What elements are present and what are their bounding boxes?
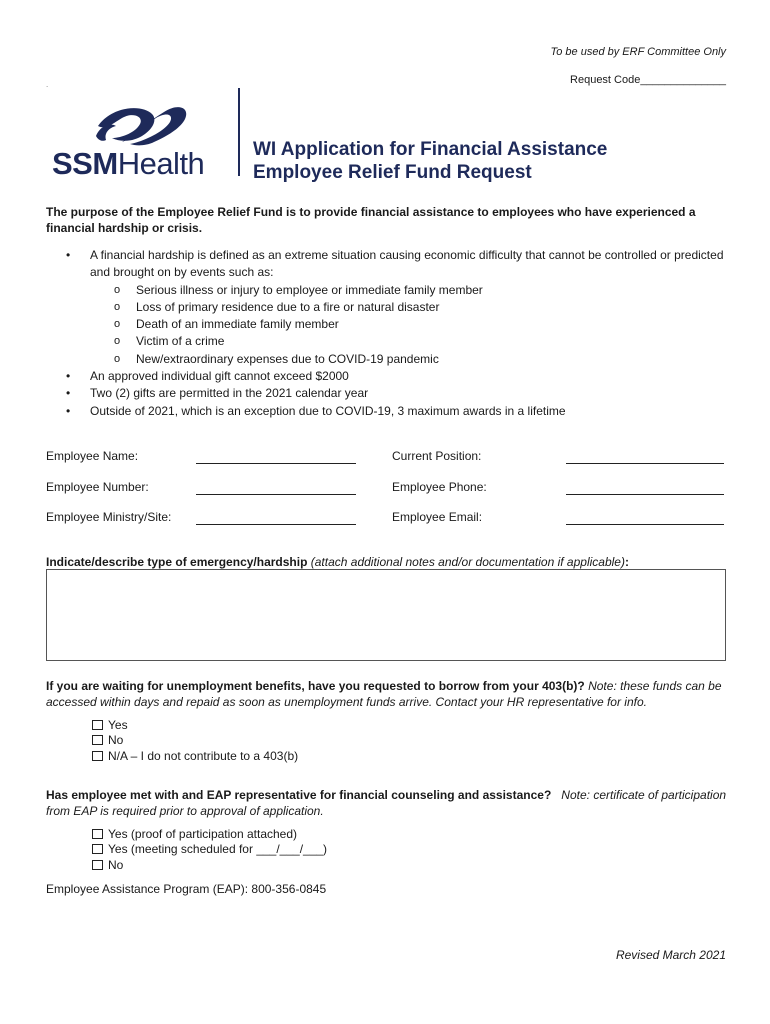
eap-contact: Employee Assistance Program (EAP): 800-356-0845 xyxy=(46,882,327,896)
checkbox[interactable] xyxy=(92,829,103,839)
eligibility-list xyxy=(46,247,726,420)
title-line-1: WI Application for Financial Assistance xyxy=(253,139,608,160)
employee-email-label: Employee Email: xyxy=(392,510,483,524)
option-403b-yes[interactable] xyxy=(92,717,298,733)
ministry-site-field[interactable] xyxy=(196,511,356,525)
employee-phone-field[interactable] xyxy=(566,481,724,495)
emergency-heading xyxy=(46,555,629,569)
emergency-label: Indicate/describe type of emergency/hardship xyxy=(46,555,308,569)
question-eap xyxy=(46,787,736,819)
list-item: • An approved individual gift cannot exceed $2000 xyxy=(46,368,726,385)
question-403b-text: If you are waiting for unemployment benefits, have you requested to borrow from your 403(b)? xyxy=(46,679,585,693)
employee-phone-label: Employee Phone: xyxy=(392,480,487,494)
ssm-health-logo xyxy=(52,100,220,184)
list-item: o Serious illness or injury to employee or immediate family member xyxy=(90,282,726,299)
employee-number-label: Employee Number: xyxy=(46,480,149,494)
hardship-definition: A financial hardship is defined as an extreme situation causing economic difficulty that cannot be controlled or predicted and brought on by events such as: xyxy=(90,248,724,280)
question-403b-note: Note: these funds can be accessed within days and repaid as soon as unemployment funds arrive. Contact your HR representative for info. xyxy=(46,679,722,709)
emergency-colon: : xyxy=(624,555,629,569)
logo-text-health: Health xyxy=(117,146,205,181)
list-item: o Victim of a crime xyxy=(90,333,726,350)
list-item xyxy=(46,247,726,368)
employee-name-field[interactable] xyxy=(196,450,356,464)
checkbox[interactable] xyxy=(92,735,103,745)
checkbox[interactable] xyxy=(92,860,103,870)
option-403b-na[interactable] xyxy=(92,748,298,764)
header-divider xyxy=(238,88,240,176)
ministry-site-label: Employee Ministry/Site: xyxy=(46,510,172,524)
title-line-2: Employee Relief Fund Request xyxy=(253,162,532,183)
options-403b xyxy=(92,717,298,764)
committee-note: To be used by ERF Committee Only xyxy=(550,46,726,58)
option-eap-yes-scheduled[interactable] xyxy=(92,842,327,858)
option-label: No xyxy=(108,857,124,872)
list-item: o Death of an immediate family member xyxy=(90,316,726,333)
question-eap-text: Has employee met with and EAP representative for financial counseling and assistance? xyxy=(46,788,552,802)
checkbox[interactable] xyxy=(92,720,103,730)
checkbox[interactable] xyxy=(92,751,103,761)
list-item: • Two (2) gifts are permitted in the 2021 calendar year xyxy=(46,385,726,402)
current-position-field[interactable] xyxy=(566,450,724,464)
page-title xyxy=(253,138,607,184)
list-item: • Outside of 2021, which is an exception due to COVID-19, 3 maximum awards in a lifetime xyxy=(46,403,726,420)
option-label: Yes xyxy=(108,717,128,732)
employee-email-field[interactable] xyxy=(566,511,724,525)
question-eap-note: Note: certificate of participation from EAP is required prior to approval of application. xyxy=(46,788,727,818)
option-eap-no[interactable] xyxy=(92,857,327,873)
emergency-description-box[interactable] xyxy=(46,569,726,661)
list-item: o New/extraordinary expenses due to COVID-19 pandemic xyxy=(90,351,726,368)
options-eap xyxy=(92,826,327,873)
question-403b xyxy=(46,678,736,710)
option-label: Yes (proof of participation attached) xyxy=(108,826,298,841)
emergency-note: (attach additional notes and/or documentation if applicable) xyxy=(310,555,625,569)
option-label: N/A – I do not contribute to a 403(b) xyxy=(108,748,299,763)
revision-date: Revised March 2021 xyxy=(615,948,726,962)
purpose-statement: The purpose of the Employee Relief Fund is to provide financial assistance to employees who have experienced a financial hardship or crisis. xyxy=(46,205,696,235)
option-label: Yes (meeting scheduled for ___/___/___) xyxy=(108,842,328,857)
option-403b-no[interactable] xyxy=(92,733,298,749)
option-eap-yes-attached[interactable] xyxy=(92,826,327,842)
checkbox[interactable] xyxy=(92,844,103,854)
request-code-field[interactable]: Request Code______________ xyxy=(570,74,726,86)
current-position-label: Current Position: xyxy=(392,449,482,463)
option-label: No xyxy=(108,733,124,748)
employee-number-field[interactable] xyxy=(196,481,356,495)
logo-text-ssm: SSM xyxy=(52,146,118,181)
events-list xyxy=(90,282,726,368)
list-item: o Loss of primary residence due to a fire or natural disaster xyxy=(90,299,726,316)
employee-name-label: Employee Name: xyxy=(46,449,139,463)
stray-mark: . xyxy=(46,80,49,89)
